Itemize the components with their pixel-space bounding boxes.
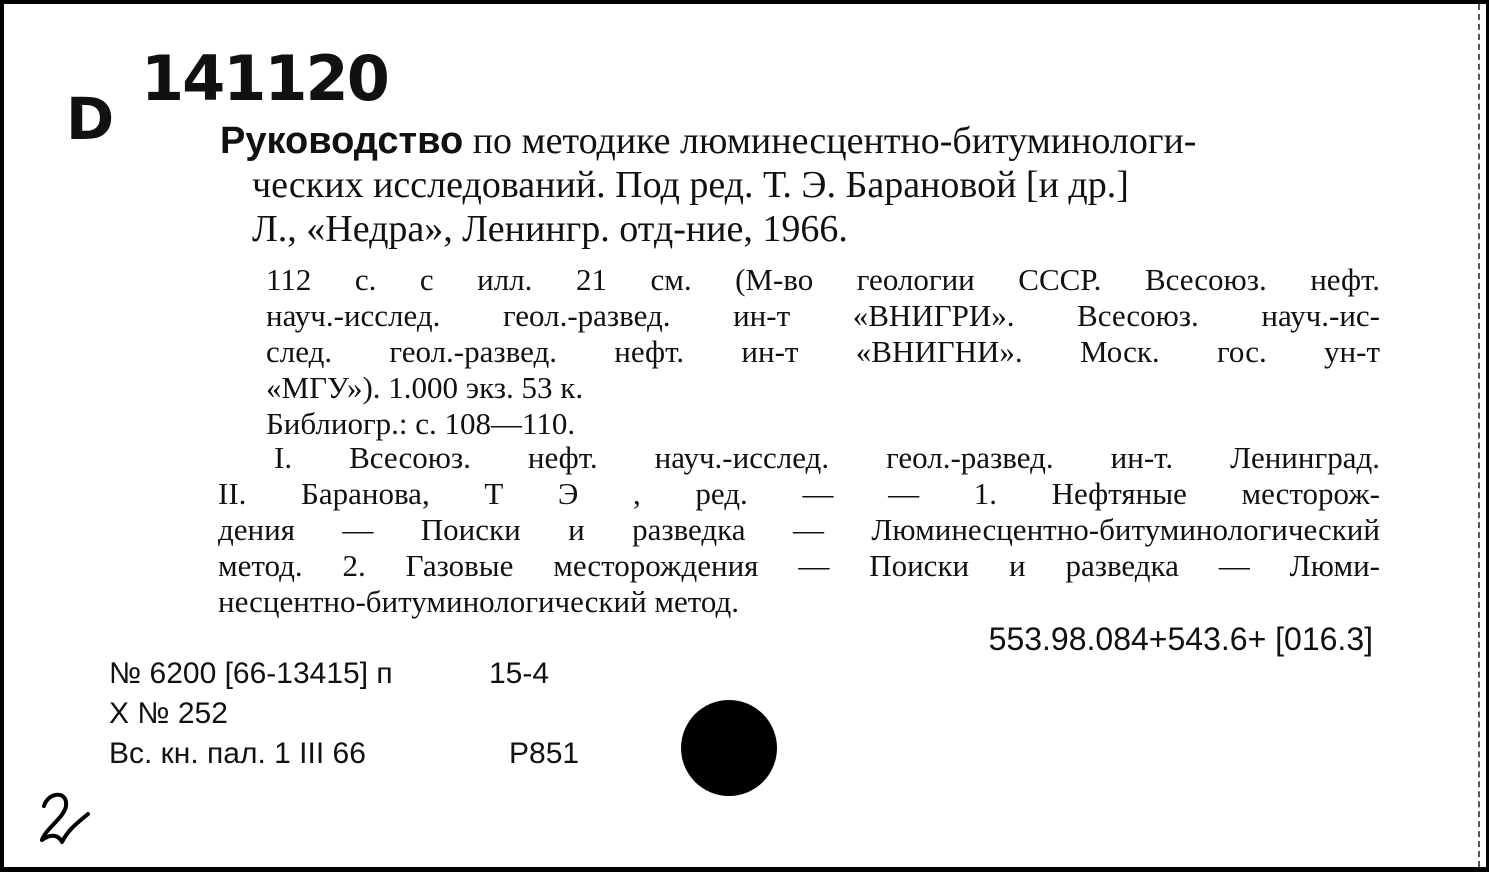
accession-number: 141120 <box>141 42 388 115</box>
imprint-line-1 <box>109 654 550 694</box>
heading-line-3: Л., «Недра», Ленингр. отд-ние, 1966. <box>252 208 848 250</box>
heading-main-word: Руководство <box>220 120 464 162</box>
tracing-line: несцентно-битуминологический метод. <box>218 584 740 619</box>
udc-classification: 553.98.084+543.6+ [016.3] <box>988 621 1373 657</box>
heading-line-2: ческих исследований. Под ред. Т. Э. Барановой [и др.] <box>252 164 1129 206</box>
subject-tracings <box>218 440 1380 620</box>
imprint-line-3 <box>109 734 580 774</box>
description-line: 112 с. с илл. 21 см. (М-во геологии СССР. Всесоюз. нефт. <box>266 262 1380 297</box>
print-code: Р851 <box>509 737 580 770</box>
handwritten-mark <box>32 784 102 854</box>
tracing-line: метод. 2. Газовые месторождения — Поиски и разведка — Люми- <box>218 548 1380 583</box>
punch-hole <box>681 700 777 796</box>
batch-code: 15-4 <box>489 657 550 690</box>
tracing-line: I. Всесоюз. нефт. науч.-исслед. геол.-развед. ин-т. Ленинград. <box>274 440 1380 475</box>
description-line: «МГУ»). 1.000 экз. 53 к. <box>266 370 584 405</box>
card-edge-rule <box>1478 4 1480 867</box>
fund-letter: D <box>66 85 115 153</box>
description-line: след. геол.-развед. нефт. ин-т «ВНИГНИ». Моск. гос. ун-т <box>266 334 1380 369</box>
card-imprint-block <box>109 654 580 774</box>
physical-description <box>266 262 1380 442</box>
imprint-line-2: Х № 252 <box>109 697 228 730</box>
heading-line-1-rest: по методике люминесцентно-битуминологи- <box>463 120 1197 162</box>
heading-line-1 <box>220 119 1380 163</box>
tracing-line: II. Баранова, Т Э , ред. — — 1. Нефтяные месторож- <box>218 476 1380 511</box>
tracing-line: дения — Поиски и разведка — Люминесцентно-битуминологический <box>218 512 1380 547</box>
title-heading <box>220 119 1380 251</box>
description-line: науч.-исслед. геол.-развед. ин-т «ВНИГРИ». Всесоюз. науч.-ис- <box>266 298 1380 333</box>
order-number: № 6200 [66-13415] п <box>109 657 393 690</box>
bibliography-note: Библиогр.: с. 108—110. <box>266 406 576 441</box>
chamber-note: Вс. кн. пал. 1 III 66 <box>109 737 366 770</box>
